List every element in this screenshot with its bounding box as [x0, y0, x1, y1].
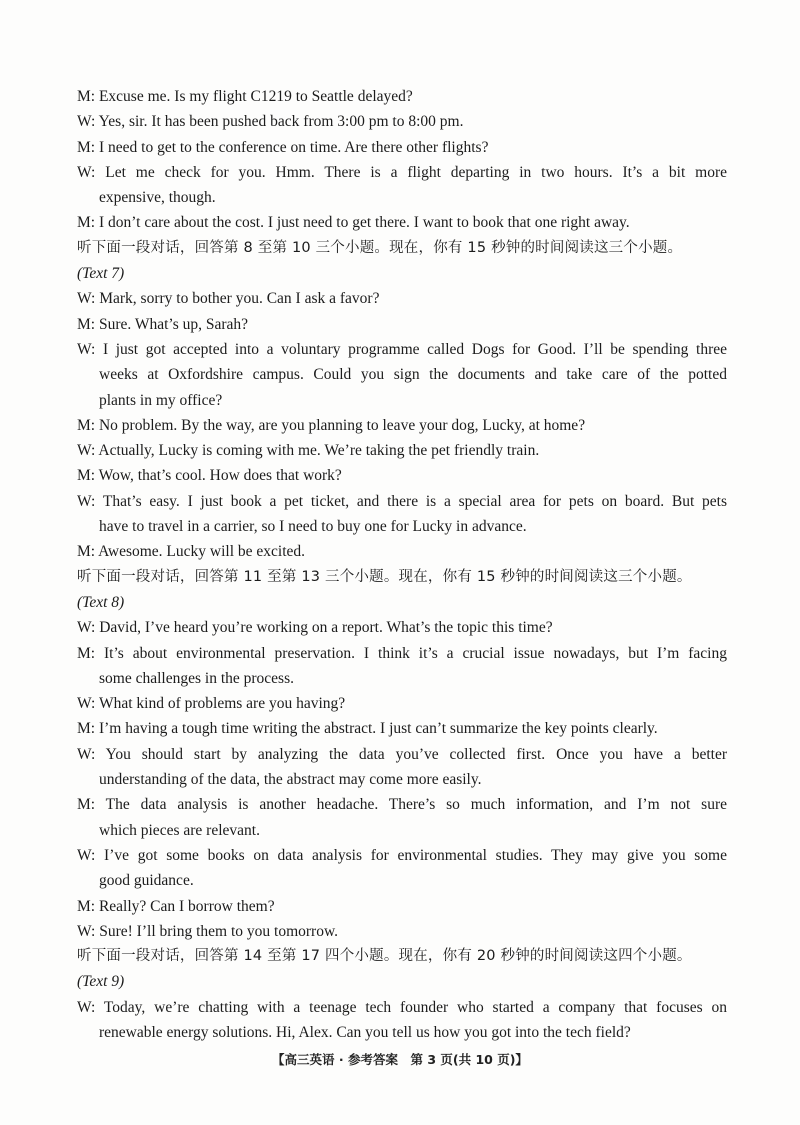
dialogue-line: W: I’ve got some books on data analysis for environmental studies. They may give you some	[77, 846, 727, 864]
dialogue-line: W: You should start by analyzing the data you’ve collected first. Once you have a better	[77, 745, 727, 763]
dialogue-line-continuation: have to travel in a carrier, so I need to buy one for Lucky in advance.	[99, 518, 527, 536]
dialogue-line-continuation: plants in my office?	[99, 391, 223, 409]
dialogue-line: M: I need to get to the conference on time. Are there other flights?	[77, 138, 489, 156]
dialogue-line: W: Yes, sir. It has been pushed back from 3:00 pm to 8:00 pm.	[77, 113, 464, 131]
dialogue-line: M: The data analysis is another headache. There’s so much information, and I’m not sure	[77, 796, 727, 814]
dialogue-line: M: Really? Can I borrow them?	[77, 897, 275, 915]
dialogue-line: W: Let me check for you. Hmm. There is a flight departing in two hours. It’s a bit more	[77, 163, 727, 181]
dialogue-line: M: It’s about environmental preservation. I think it’s a crucial issue nowadays, but I’m facing	[77, 644, 727, 662]
dialogue-line: W: Today, we’re chatting with a teenage tech founder who started a company that focuses on	[77, 998, 727, 1016]
dialogue-line-continuation: some challenges in the process.	[99, 669, 294, 687]
dialogue-line: M: Awesome. Lucky will be excited.	[77, 543, 306, 561]
page-footer: 【高三英语 · 参考答案 第 3 页(共 10 页)】	[272, 1052, 528, 1067]
transcript-body	[77, 84, 727, 1045]
dialogue-line: W: David, I’ve heard you’re working on a report. What’s the topic this time?	[77, 619, 553, 637]
dialogue-line: W: Sure! I’ll bring them to you tomorrow.	[77, 922, 339, 940]
dialogue-line: M: Excuse me. Is my flight C1219 to Seattle delayed?	[77, 88, 413, 105]
dialogue-line-continuation: good guidance.	[99, 872, 194, 890]
section-instruction: 听下面一段对话，回答第 11 至第 13 三个小题。现在，你有 15 秒钟的时间阅读这三个小题。	[77, 568, 692, 585]
section-instruction: 听下面一段对话，回答第 14 至第 17 四个小题。现在，你有 20 秒钟的时间阅读这四个小题。	[77, 948, 692, 965]
dialogue-line-continuation: expensive, though.	[99, 189, 216, 207]
dialogue-line: M: I’m having a tough time writing the abstract. I just can’t summarize the key points clearly.	[77, 720, 658, 738]
dialogue-line: M: Wow, that’s cool. How does that work?	[77, 467, 342, 485]
dialogue-line: W: Actually, Lucky is coming with me. We’re taking the pet friendly train.	[77, 442, 540, 460]
dialogue-line: M: No problem. By the way, are you planning to leave your dog, Lucky, at home?	[77, 416, 586, 434]
text-label: (Text 7)	[77, 265, 125, 283]
dialogue-line-continuation: weeks at Oxfordshire campus. Could you sign the documents and take care of the potted	[99, 366, 727, 384]
text-label: (Text 8)	[77, 593, 125, 611]
dialogue-line: M: I don’t care about the cost. I just need to get there. I want to book that one right away.	[77, 214, 630, 232]
dialogue-line-continuation: which pieces are relevant.	[99, 821, 260, 839]
dialogue-line: W: I just got accepted into a voluntary programme called Dogs for Good. I’ll be spending three	[77, 340, 727, 358]
dialogue-line: W: That’s easy. I just book a pet ticket, and there is a special area for pets on board. But pets	[77, 492, 727, 510]
section-instruction: 听下面一段对话，回答第 8 至第 10 三个小题。现在，你有 15 秒钟的时间阅读这三个小题。	[77, 239, 683, 256]
dialogue-line-continuation: understanding of the data, the abstract may come more easily.	[99, 771, 482, 789]
dialogue-line: W: What kind of problems are you having?	[77, 695, 346, 713]
text-label: (Text 9)	[77, 973, 125, 991]
dialogue-line: M: Sure. What’s up, Sarah?	[77, 315, 249, 333]
dialogue-line: W: Mark, sorry to bother you. Can I ask a favor?	[77, 290, 380, 308]
dialogue-line-continuation: renewable energy solutions. Hi, Alex. Can you tell us how you got into the tech field?	[99, 1023, 631, 1041]
